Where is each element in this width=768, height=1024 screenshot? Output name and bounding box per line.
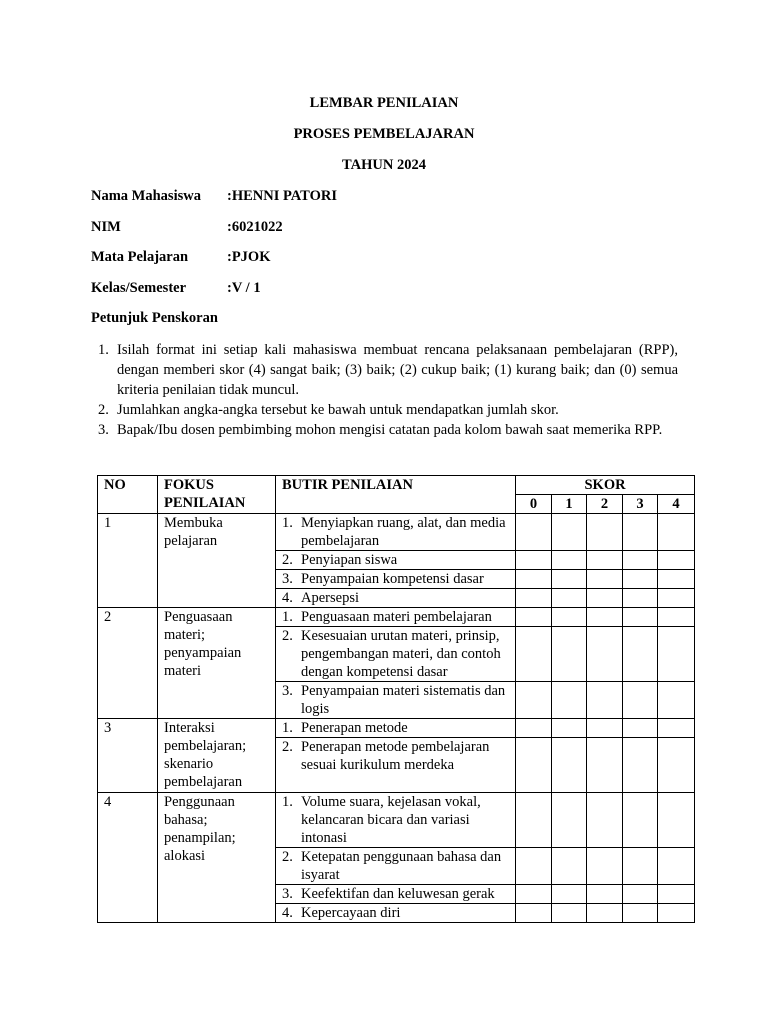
score-cell-1[interactable] [552,551,587,570]
butir-number: 1. [282,515,293,531]
header-fokus-penilaian: FOKUS PENILAIAN [158,476,276,514]
table-row [98,793,695,848]
butir-number: 3. [282,683,293,699]
butir-cell [276,514,516,551]
score-cell-3[interactable] [623,551,658,570]
score-cell-1[interactable] [552,608,587,627]
score-cell-3[interactable] [623,738,658,793]
label-nim: NIM [91,219,121,235]
score-cell-0[interactable] [516,738,552,793]
score-cell-0[interactable] [516,885,552,904]
header-score-4: 4 [658,495,695,514]
score-cell-0[interactable] [516,627,552,682]
score-cell-1[interactable] [552,682,587,719]
score-cell-2[interactable] [587,682,623,719]
score-cell-4[interactable] [658,848,695,885]
butir-text: Menyiapkan ruang, alat, dan media pembelajaran [301,515,506,549]
header-score-2: 2 [587,495,623,514]
value-nim: :6021022 [227,219,283,235]
butir-number: 1. [282,609,293,625]
header-skor: SKOR [516,476,695,495]
score-cell-1[interactable] [552,589,587,608]
score-cell-1[interactable] [552,570,587,589]
butir-number: 3. [282,571,293,587]
butir-cell [276,793,516,848]
butir-cell [276,589,516,608]
score-cell-0[interactable] [516,719,552,738]
score-cell-3[interactable] [623,589,658,608]
score-cell-0[interactable] [516,570,552,589]
butir-cell [276,719,516,738]
score-cell-0[interactable] [516,848,552,885]
score-cell-2[interactable] [587,589,623,608]
score-cell-0[interactable] [516,589,552,608]
score-cell-2[interactable] [587,719,623,738]
butir-cell [276,904,516,923]
instruction-text: Isilah format ini setiap kali mahasiswa membuat rencana pelaksanaan pembelajaran (RPP), dengan memberi skor (4) sangat baik; (3) baik; (2) cukup baik; (1) kurang baik; dan (0) semua kriteria penilaian tidak muncul. [117,342,678,398]
score-cell-4[interactable] [658,885,695,904]
header-no: NO [98,476,158,514]
score-cell-4[interactable] [658,608,695,627]
butir-text: Penyampaian materi sistematis dan logis [301,683,506,717]
title-lembar-penilaian: LEMBAR PENILAIAN [309,95,459,111]
score-cell-2[interactable] [587,904,623,923]
table-row [98,719,695,738]
instruction-number: 2. [98,402,109,418]
label-kelas-semester: Kelas/Semester [91,280,187,296]
butir-number: 2. [282,849,293,865]
group-number: 1 [98,514,158,608]
score-cell-2[interactable] [587,793,623,848]
score-cell-4[interactable] [658,514,695,551]
score-cell-3[interactable] [623,514,658,551]
score-cell-3[interactable] [623,682,658,719]
label-nama-mahasiswa: Nama Mahasiswa [91,188,201,204]
group-fokus: Membuka pelajaran [158,514,276,608]
score-cell-0[interactable] [516,551,552,570]
butir-text: Keefektifan dan keluwesan gerak [301,886,495,902]
butir-cell [276,738,516,793]
butir-number: 4. [282,590,293,606]
instruction-item [91,340,678,400]
score-cell-0[interactable] [516,793,552,848]
group-number: 4 [98,793,158,923]
instruction-item [91,420,678,440]
butir-cell [276,551,516,570]
butir-cell [276,570,516,589]
header-score-1: 1 [552,495,587,514]
table-row [98,608,695,627]
score-cell-4[interactable] [658,551,695,570]
score-cell-2[interactable] [587,627,623,682]
butir-cell [276,885,516,904]
group-number: 2 [98,608,158,719]
score-cell-3[interactable] [623,848,658,885]
butir-text: Apersepsi [301,590,359,606]
score-cell-3[interactable] [623,627,658,682]
instruction-text: Bapak/Ibu dosen pembimbing mohon mengisi catatan pada kolom bawah saat memerika RPP. [117,422,663,438]
score-cell-2[interactable] [587,514,623,551]
assessment-table [97,475,695,923]
group-fokus: Penggunaan bahasa; penampilan; alokasi [158,793,276,923]
score-cell-4[interactable] [658,570,695,589]
header-butir-penilaian: BUTIR PENILAIAN [276,476,516,514]
score-cell-1[interactable] [552,848,587,885]
score-cell-4[interactable] [658,627,695,682]
header-score-0: 0 [516,495,552,514]
score-cell-4[interactable] [658,589,695,608]
butir-text: Kesesuaian urutan materi, prinsip, pengembangan materi, dan contoh dengan kompetensi dasar [301,628,501,680]
butir-cell [276,608,516,627]
butir-number: 2. [282,628,293,644]
score-cell-3[interactable] [623,885,658,904]
butir-cell [276,627,516,682]
score-cell-0[interactable] [516,904,552,923]
score-cell-4[interactable] [658,682,695,719]
instruction-number: 3. [98,422,109,438]
header-score-3: 3 [623,495,658,514]
score-cell-2[interactable] [587,738,623,793]
butir-text: Penyampaian kompetensi dasar [301,571,484,587]
petunjuk-penskoran-heading: Petunjuk Penskoran [91,310,218,326]
score-cell-1[interactable] [552,904,587,923]
group-fokus: Penguasaan materi; penyampaian materi [158,608,276,719]
score-cell-3[interactable] [623,608,658,627]
score-cell-1[interactable] [552,514,587,551]
instruction-item [91,400,678,420]
butir-text: Penguasaan materi pembelajaran [301,609,492,625]
value-mata-pelajaran: :PJOK [227,249,271,265]
butir-cell [276,848,516,885]
title-tahun: TAHUN 2024 [342,157,426,173]
score-cell-1[interactable] [552,793,587,848]
butir-text: Penerapan metode [301,720,408,736]
butir-number: 2. [282,552,293,568]
score-cell-2[interactable] [587,551,623,570]
value-nama-mahasiswa: :HENNI PATORI [227,188,337,204]
value-kelas-semester: :V / 1 [227,280,261,296]
score-cell-0[interactable] [516,514,552,551]
score-cell-4[interactable] [658,904,695,923]
score-cell-1[interactable] [552,885,587,904]
score-cell-1[interactable] [552,627,587,682]
group-number: 3 [98,719,158,793]
instruction-text: Jumlahkan angka-angka tersebut ke bawah untuk mendapatkan jumlah skor. [117,402,559,418]
label-mata-pelajaran: Mata Pelajaran [91,249,189,265]
instruction-number: 1. [98,342,109,358]
butir-text: Kepercayaan diri [301,905,401,921]
butir-number: 1. [282,720,293,736]
score-cell-3[interactable] [623,719,658,738]
butir-text: Penyiapan siswa [301,552,398,568]
score-cell-3[interactable] [623,904,658,923]
butir-text: Penerapan metode pembelajaran sesuai kurikulum merdeka [301,739,490,773]
score-cell-1[interactable] [552,738,587,793]
score-cell-0[interactable] [516,682,552,719]
score-cell-4[interactable] [658,793,695,848]
score-cell-2[interactable] [587,570,623,589]
title-proses-pembelajaran: PROSES PEMBELAJARAN [293,126,475,142]
score-cell-2[interactable] [587,608,623,627]
score-cell-4[interactable] [658,738,695,793]
score-cell-0[interactable] [516,608,552,627]
butir-text: Volume suara, kejelasan vokal, kelancaran bicara dan variasi intonasi [301,794,481,846]
butir-number: 3. [282,886,293,902]
score-cell-2[interactable] [587,848,623,885]
butir-number: 1. [282,794,293,810]
score-cell-4[interactable] [658,719,695,738]
score-cell-3[interactable] [623,793,658,848]
instruction-list [91,340,678,440]
score-cell-2[interactable] [587,885,623,904]
butir-cell [276,682,516,719]
score-cell-3[interactable] [623,570,658,589]
butir-number: 2. [282,739,293,755]
score-cell-1[interactable] [552,719,587,738]
group-fokus: Interaksi pembelajaran; skenario pembelajaran [158,719,276,793]
butir-text: Ketepatan penggunaan bahasa dan isyarat [301,849,502,883]
table-row [98,514,695,551]
butir-number: 4. [282,905,293,921]
